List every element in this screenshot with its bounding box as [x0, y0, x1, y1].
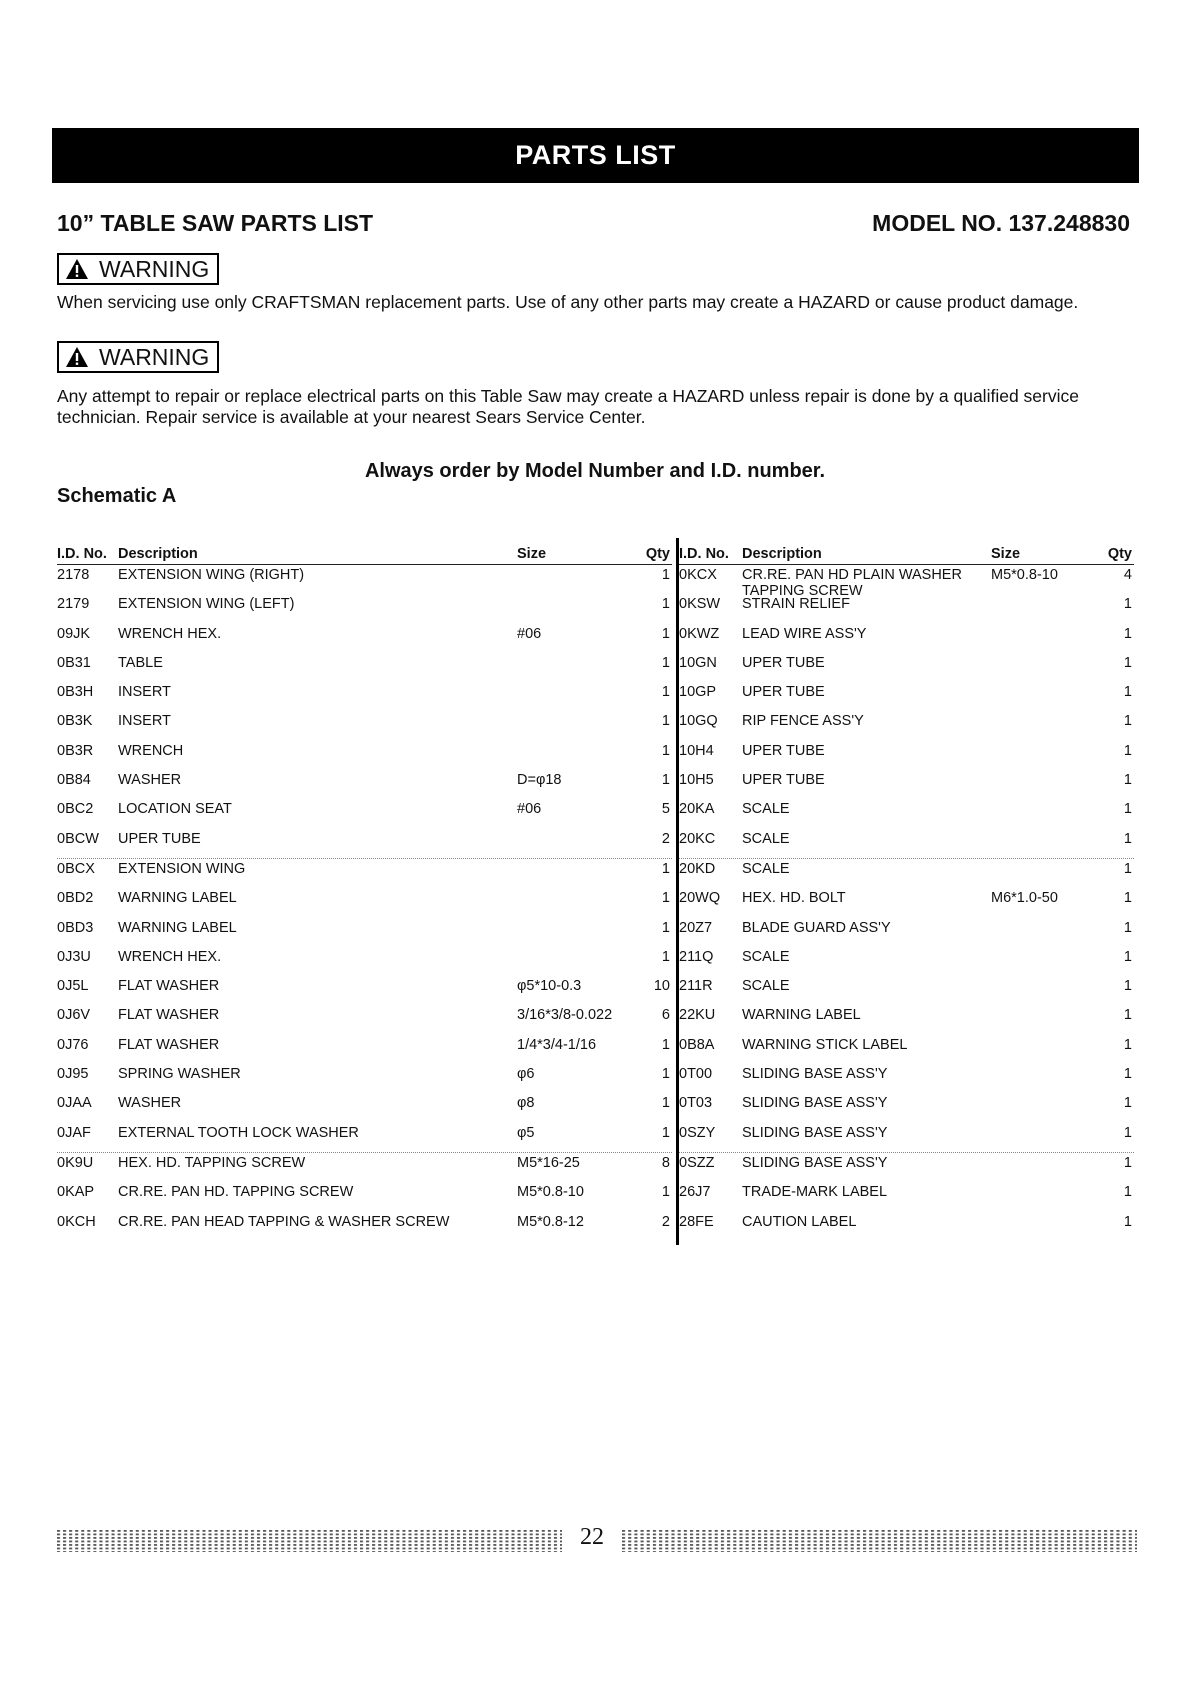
- part-description: LOCATION SEAT: [118, 801, 232, 818]
- part-id: 10GQ: [679, 713, 718, 730]
- part-id: 20KA: [679, 801, 715, 818]
- part-id: 0J95: [57, 1066, 89, 1083]
- warning-box: [57, 253, 219, 285]
- footer-pattern-left: [57, 1530, 562, 1552]
- part-description: SLIDING BASE ASS'Y: [742, 1154, 888, 1171]
- part-qty: 1: [1123, 801, 1132, 818]
- part-id: 0KWZ: [679, 625, 720, 642]
- part-size: φ8: [517, 1095, 535, 1112]
- part-id: 0BCW: [57, 830, 99, 847]
- part-description: EXTERNAL TOOTH LOCK WASHER: [118, 1124, 359, 1141]
- part-description: RIP FENCE ASS'Y: [742, 713, 864, 730]
- part-qty: 2: [661, 830, 670, 847]
- part-description: FLAT WASHER: [118, 1036, 220, 1053]
- table-row: [57, 1152, 672, 1182]
- part-description: FLAT WASHER: [118, 1007, 220, 1024]
- part-qty: 1: [1123, 713, 1132, 730]
- part-description: FLAT WASHER: [118, 978, 220, 995]
- table-row: [679, 741, 1134, 770]
- part-size: #06: [517, 801, 542, 818]
- table-row: [57, 888, 672, 917]
- part-id: 0B8A: [679, 1036, 715, 1053]
- part-qty: 1: [1123, 1124, 1132, 1141]
- table-row: [679, 829, 1134, 858]
- part-qty: 1: [661, 1184, 670, 1201]
- part-size: 1/4*3/4-1/16: [517, 1036, 597, 1053]
- table-row: [679, 976, 1134, 1005]
- part-size: φ5*10-0.3: [517, 978, 582, 995]
- part-id: 0B31: [57, 654, 91, 671]
- part-description: WARNING LABEL: [118, 890, 237, 907]
- part-description: WRENCH: [118, 742, 184, 759]
- part-qty: 1: [661, 742, 670, 759]
- header-description: Description: [742, 546, 822, 562]
- part-qty: 6: [661, 1007, 670, 1024]
- parts-table-right: [679, 546, 1134, 1241]
- part-id: 10H5: [679, 772, 714, 789]
- part-qty: 1: [1123, 1036, 1132, 1053]
- table-row: [679, 711, 1134, 740]
- part-id: 2179: [57, 596, 90, 613]
- part-qty: 1: [661, 625, 670, 642]
- part-id: 10GP: [679, 684, 717, 701]
- part-id: 0T03: [679, 1095, 713, 1112]
- table-row: [679, 653, 1134, 682]
- part-description: CR.RE. PAN HD. TAPPING SCREW: [118, 1184, 354, 1201]
- table-row: [57, 594, 672, 623]
- part-qty: 1: [1123, 1066, 1132, 1083]
- table-row: [679, 1182, 1134, 1211]
- table-row: [679, 594, 1134, 623]
- part-qty: 1: [661, 919, 670, 936]
- part-description: EXTENSION WING (LEFT): [118, 596, 295, 613]
- table-row: [679, 682, 1134, 711]
- part-qty: 1: [1123, 1095, 1132, 1112]
- part-qty: 1: [1123, 684, 1132, 701]
- part-id: 0KAP: [57, 1184, 95, 1201]
- warning-label: WARNING: [99, 255, 210, 282]
- part-id: 0JAA: [57, 1095, 92, 1112]
- part-description: SLIDING BASE ASS'Y: [742, 1124, 888, 1141]
- warning-text: Any attempt to repair or replace electrical parts on this Table Saw may create a HAZARD unless repair is done by a qualified service technician. Repair service is available at your nearest Sears Service Center.: [57, 386, 1079, 427]
- part-id: 0BD3: [57, 919, 94, 936]
- part-qty: 1: [1123, 772, 1132, 789]
- table-row: [57, 1005, 672, 1034]
- part-description: LEAD WIRE ASS'Y: [742, 625, 867, 642]
- part-qty: 1: [1123, 1184, 1132, 1201]
- part-id: 0BCX: [57, 860, 95, 877]
- part-id: 211Q: [679, 948, 714, 965]
- part-qty: 1: [661, 596, 670, 613]
- part-description: WARNING STICK LABEL: [742, 1036, 908, 1053]
- table-row: [57, 947, 672, 976]
- order-note: Always order by Model Number and I.D. number.: [364, 460, 826, 482]
- part-description: WRENCH HEX.: [118, 625, 222, 642]
- part-id: 0SZY: [679, 1124, 716, 1141]
- part-qty: 1: [1123, 919, 1132, 936]
- page-number: 22: [580, 1524, 604, 1550]
- part-qty: 1: [661, 654, 670, 671]
- table-row: [679, 1093, 1134, 1122]
- part-id: 26J7: [679, 1184, 711, 1201]
- parts-rows-right: [679, 565, 1134, 1241]
- part-id: 0B3K: [57, 713, 93, 730]
- part-description: UPER TUBE: [742, 742, 825, 759]
- part-qty: 1: [661, 948, 670, 965]
- part-description: UPER TUBE: [742, 654, 825, 671]
- header-id: I.D. No.: [679, 546, 729, 562]
- part-id: 28FE: [679, 1213, 714, 1230]
- part-size: #06: [517, 625, 542, 642]
- table-row: [57, 624, 672, 653]
- part-size: M5*0.8-10: [991, 567, 1058, 583]
- part-description: SLIDING BASE ASS'Y: [742, 1095, 888, 1112]
- part-size: φ5: [517, 1124, 535, 1141]
- part-description: WARNING LABEL: [118, 919, 237, 936]
- part-id: 0KCX: [679, 567, 717, 583]
- part-size: M5*0.8-12: [517, 1213, 584, 1230]
- parts-table-left: [57, 546, 672, 1241]
- part-description: EXTENSION WING (RIGHT): [118, 567, 305, 583]
- part-description: EXTENSION WING: [118, 860, 246, 877]
- table-header: [679, 546, 1134, 565]
- table-row: [679, 918, 1134, 947]
- table-row: [57, 682, 672, 711]
- part-description: UPER TUBE: [742, 772, 825, 789]
- footer-pattern-right: [622, 1530, 1137, 1552]
- part-qty: 1: [661, 1095, 670, 1112]
- part-description: WARNING LABEL: [742, 1007, 861, 1024]
- part-qty: 1: [1123, 830, 1132, 847]
- part-description: BLADE GUARD ASS'Y: [742, 919, 891, 936]
- part-qty: 1: [1123, 860, 1132, 877]
- part-qty: 1: [661, 1066, 670, 1083]
- warning-triangle-icon: [65, 346, 89, 368]
- header-description: Description: [118, 546, 198, 562]
- header-qty: Qty: [1107, 546, 1132, 562]
- part-id: 20KD: [679, 860, 716, 877]
- model-number: MODEL NO. 137.248830: [872, 210, 1130, 236]
- part-qty: 1: [1123, 654, 1132, 671]
- part-id: 0T00: [679, 1066, 713, 1083]
- part-qty: 8: [661, 1154, 670, 1171]
- part-qty: 1: [1123, 948, 1132, 965]
- part-qty: 1: [1123, 978, 1132, 995]
- part-id: 0KSW: [679, 596, 721, 613]
- parts-list-banner: PARTS LIST: [52, 128, 1139, 183]
- part-description: CR.RE. PAN HD PLAIN WASHER TAPPING SCREW: [742, 567, 962, 599]
- part-id: 0J76: [57, 1036, 89, 1053]
- part-size: φ6: [517, 1066, 535, 1083]
- part-id: 2178: [57, 567, 90, 583]
- header-size: Size: [517, 546, 547, 562]
- part-id: 22KU: [679, 1007, 716, 1024]
- table-row: [679, 947, 1134, 976]
- table-row: [679, 1064, 1134, 1093]
- table-row: [57, 1182, 672, 1211]
- part-description: HEX. HD. TAPPING SCREW: [118, 1154, 306, 1171]
- part-qty: 1: [661, 1036, 670, 1053]
- part-description: SCALE: [742, 860, 790, 877]
- part-description: SCALE: [742, 948, 790, 965]
- table-row: [57, 1035, 672, 1064]
- part-description: INSERT: [118, 713, 171, 730]
- warning-text: When servicing use only CRAFTSMAN replacement parts. Use of any other parts may create a HAZARD or cause product damage.: [57, 292, 1079, 312]
- part-id: 0B84: [57, 772, 91, 789]
- part-description: SCALE: [742, 978, 790, 995]
- header-qty: Qty: [645, 546, 670, 562]
- table-row: [57, 858, 672, 888]
- part-id: 0JAF: [57, 1124, 91, 1141]
- part-qty: 10: [653, 978, 670, 995]
- part-qty: 1: [1123, 625, 1132, 642]
- part-size: 3/16*3/8-0.022: [517, 1007, 613, 1024]
- table-row: [679, 624, 1134, 653]
- table-row: [679, 565, 1134, 599]
- warning-box: [57, 341, 219, 373]
- part-qty: 1: [1123, 890, 1132, 907]
- table-row: [679, 1152, 1134, 1182]
- part-description: WASHER: [118, 772, 182, 789]
- part-id: 20KC: [679, 830, 716, 847]
- part-qty: 1: [661, 567, 670, 583]
- part-qty: 1: [661, 772, 670, 789]
- part-description: UPER TUBE: [742, 684, 825, 701]
- table-row: [57, 565, 672, 594]
- part-qty: 1: [1123, 1213, 1132, 1230]
- part-qty: 1: [661, 890, 670, 907]
- table-row: [57, 711, 672, 740]
- part-id: 0B3R: [57, 742, 94, 759]
- part-qty: 1: [1123, 742, 1132, 759]
- part-qty: 1: [1123, 1007, 1132, 1024]
- table-row: [679, 858, 1134, 888]
- part-id: 211R: [679, 978, 713, 995]
- part-id: 09JK: [57, 625, 91, 642]
- part-size: M5*16-25: [517, 1154, 580, 1171]
- table-row: [679, 770, 1134, 799]
- part-description: SPRING WASHER: [118, 1066, 241, 1083]
- parts-rows-left: [57, 565, 672, 1241]
- part-qty: 1: [1123, 596, 1132, 613]
- warning-triangle-icon: [65, 258, 89, 280]
- part-description: INSERT: [118, 684, 171, 701]
- part-id: 20Z7: [679, 919, 713, 936]
- table-header: [57, 546, 672, 565]
- table-row: [679, 1123, 1134, 1152]
- part-id: 20WQ: [679, 890, 721, 907]
- part-id: 0BC2: [57, 801, 94, 818]
- header-id: I.D. No.: [57, 546, 107, 562]
- header-size: Size: [991, 546, 1021, 562]
- part-id: 0SZZ: [679, 1154, 715, 1171]
- part-id: 0K9U: [57, 1154, 94, 1171]
- part-size: M5*0.8-10: [517, 1184, 584, 1201]
- part-description: WRENCH HEX.: [118, 948, 222, 965]
- table-row: [57, 976, 672, 1005]
- part-description: WASHER: [118, 1095, 182, 1112]
- part-qty: 4: [1123, 567, 1132, 583]
- part-id: 10H4: [679, 742, 714, 759]
- table-row: [679, 1212, 1134, 1241]
- part-description: HEX. HD. BOLT: [742, 890, 846, 907]
- part-size: M6*1.0-50: [991, 890, 1058, 907]
- part-description: TABLE: [118, 654, 163, 671]
- part-description: SCALE: [742, 830, 790, 847]
- part-qty: 1: [1123, 1154, 1132, 1171]
- part-id: 0J6V: [57, 1007, 91, 1024]
- warning-label: WARNING: [99, 343, 210, 370]
- table-row: [679, 1035, 1134, 1064]
- table-row: [57, 829, 672, 858]
- part-id: 0KCH: [57, 1213, 96, 1230]
- table-row: [57, 741, 672, 770]
- part-description: CAUTION LABEL: [742, 1213, 857, 1230]
- part-id: 0J5L: [57, 978, 89, 995]
- part-description: TRADE-MARK LABEL: [742, 1184, 888, 1201]
- table-row: [57, 1093, 672, 1122]
- table-row: [57, 918, 672, 947]
- table-row: [57, 653, 672, 682]
- part-description: CR.RE. PAN HEAD TAPPING & WASHER SCREW: [118, 1213, 450, 1230]
- table-row: [57, 1212, 672, 1241]
- part-description: UPER TUBE: [118, 830, 201, 847]
- part-qty: 1: [661, 684, 670, 701]
- part-id: 0B3H: [57, 684, 94, 701]
- part-description: STRAIN RELIEF: [742, 596, 850, 613]
- table-row: [57, 770, 672, 799]
- part-qty: 5: [661, 801, 670, 818]
- part-id: 0J3U: [57, 948, 91, 965]
- schematic-title: Schematic A: [57, 485, 177, 507]
- part-id: 0BD2: [57, 890, 94, 907]
- table-row: [679, 1005, 1134, 1034]
- table-row: [679, 799, 1134, 828]
- page-title: 10” TABLE SAW PARTS LIST: [57, 210, 374, 236]
- part-size: D=φ18: [517, 772, 562, 789]
- table-row: [57, 1123, 672, 1152]
- table-row: [57, 1064, 672, 1093]
- part-qty: 1: [661, 1124, 670, 1141]
- table-row: [57, 799, 672, 828]
- part-id: 10GN: [679, 654, 717, 671]
- part-description: SLIDING BASE ASS'Y: [742, 1066, 888, 1083]
- part-qty: 2: [661, 1213, 670, 1230]
- part-qty: 1: [661, 713, 670, 730]
- table-row: [679, 888, 1134, 917]
- part-description: SCALE: [742, 801, 790, 818]
- part-qty: 1: [661, 860, 670, 877]
